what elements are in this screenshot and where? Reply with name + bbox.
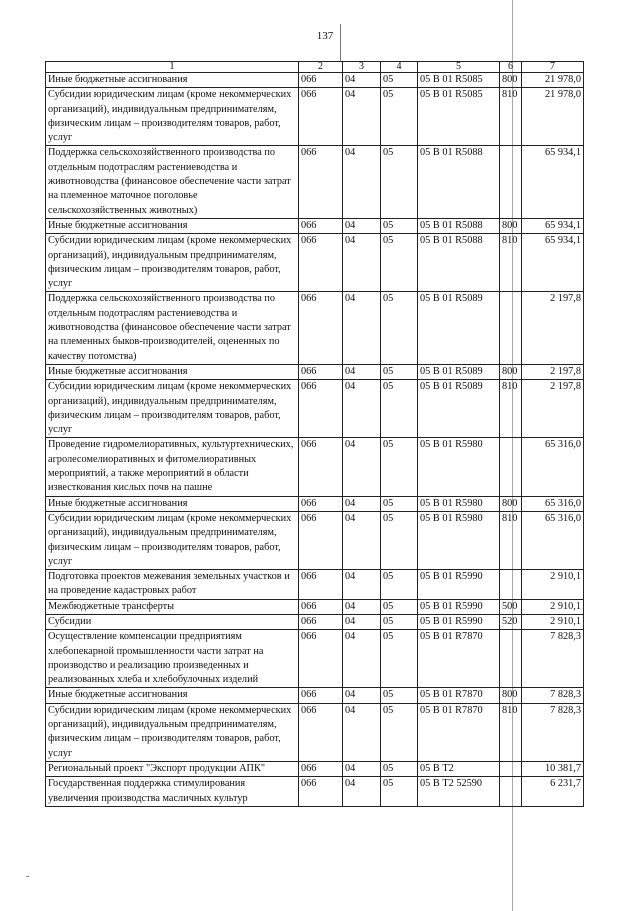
cell-subsection: 05 <box>381 761 418 776</box>
cell-admin-code: 066 <box>299 380 343 438</box>
cell-admin-code: 066 <box>299 688 343 703</box>
cell-section: 04 <box>343 614 381 629</box>
cell-name: Межбюджетные трансферты <box>46 599 299 614</box>
cell-section: 04 <box>343 630 381 688</box>
cell-target-article: 05 В 01 R5980 <box>418 511 500 569</box>
cell-subsection: 05 <box>381 146 418 218</box>
cell-admin-code: 066 <box>299 438 343 496</box>
cell-expense-type: 810 <box>500 703 522 761</box>
cell-subsection: 05 <box>381 599 418 614</box>
cell-target-article: 05 В 01 R5990 <box>418 599 500 614</box>
cell-amount: 2 197,8 <box>522 364 584 379</box>
cell-name: Государственная поддержка стимулирования увеличения производства масличных культур <box>46 777 299 807</box>
cell-expense-type: 800 <box>500 496 522 511</box>
table-row <box>46 761 584 776</box>
cell-target-article: 05 В 01 R5089 <box>418 292 500 364</box>
cell-admin-code: 066 <box>299 292 343 364</box>
cell-admin-code: 066 <box>299 761 343 776</box>
scan-binding-line <box>340 24 341 62</box>
table-row <box>46 364 584 379</box>
cell-name: Субсидии юридическим лицам (кроме некоммерческих организаций), индивидуальным предпринимателям, физическим лицам – производителям товаров, работ, услуг <box>46 511 299 569</box>
table-header <box>46 62 584 73</box>
cell-subsection: 05 <box>381 630 418 688</box>
cell-admin-code: 066 <box>299 73 343 88</box>
cell-section: 04 <box>343 218 381 233</box>
cell-target-article: 05 В 01 R7870 <box>418 703 500 761</box>
cell-admin-code: 066 <box>299 511 343 569</box>
cell-subsection: 05 <box>381 73 418 88</box>
table-row <box>46 292 584 364</box>
cell-subsection: 05 <box>381 88 418 146</box>
cell-expense-type <box>500 438 522 496</box>
cell-name: Иные бюджетные ассигнования <box>46 496 299 511</box>
cell-name: Поддержка сельскохозяйственного производства по отдельным подотраслям растениеводства и животноводства (финансовое обеспечение части затрат на племенных быков-производителей, оцененных по качеству потомства) <box>46 292 299 364</box>
cell-section: 04 <box>343 438 381 496</box>
cell-name: Проведение гидромелиоративных, культуртехнических, агролесомелиоративных и фитомелиоративных мероприятий, а также мероприятий в области известкования кислых почв на пашне <box>46 438 299 496</box>
cell-name: Иные бюджетные ассигнования <box>46 73 299 88</box>
cell-target-article: 05 В 01 R5990 <box>418 570 500 600</box>
cell-expense-type <box>500 570 522 600</box>
cell-target-article: 05 В 01 R7870 <box>418 688 500 703</box>
cell-expense-type: 800 <box>500 218 522 233</box>
cell-expense-type <box>500 146 522 218</box>
table-row <box>46 777 584 807</box>
cell-expense-type <box>500 777 522 807</box>
cell-name: Субсидии юридическим лицам (кроме некоммерческих организаций), индивидуальным предпринимателям, физическим лицам – производителям товаров, работ, услуг <box>46 380 299 438</box>
cell-target-article: 05 В 01 R5980 <box>418 496 500 511</box>
cell-subsection: 05 <box>381 703 418 761</box>
cell-name: Осуществление компенсации предприятиям хлебопекарной промышленности части затрат на производство и реализацию произведенных и реализованных хлеба и хлебобулочных изделий <box>46 630 299 688</box>
cell-amount: 65 316,0 <box>522 511 584 569</box>
header-col-2: 2 <box>299 62 343 73</box>
cell-target-article: 05 В 01 R5088 <box>418 234 500 292</box>
cell-expense-type: 810 <box>500 511 522 569</box>
header-col-3: 3 <box>343 62 381 73</box>
cell-section: 04 <box>343 496 381 511</box>
cell-name: Субсидии <box>46 614 299 629</box>
cell-amount: 2 910,1 <box>522 614 584 629</box>
table-row <box>46 146 584 218</box>
cell-target-article: 05 В 01 R5089 <box>418 380 500 438</box>
cell-target-article: 05 В Т2 <box>418 761 500 776</box>
cell-target-article: 05 В Т2 52590 <box>418 777 500 807</box>
cell-admin-code: 066 <box>299 599 343 614</box>
header-col-7: 7 <box>522 62 584 73</box>
cell-amount: 65 934,1 <box>522 218 584 233</box>
header-col-5: 5 <box>418 62 500 73</box>
cell-subsection: 05 <box>381 496 418 511</box>
cell-subsection: 05 <box>381 292 418 364</box>
table-row <box>46 88 584 146</box>
cell-expense-type <box>500 630 522 688</box>
cell-expense-type: 810 <box>500 380 522 438</box>
cell-amount: 2 197,8 <box>522 380 584 438</box>
table-row <box>46 73 584 88</box>
cell-name: Субсидии юридическим лицам (кроме некоммерческих организаций), индивидуальным предпринимателям, физическим лицам – производителям товаров, работ, услуг <box>46 88 299 146</box>
cell-amount: 10 381,7 <box>522 761 584 776</box>
scan-dot <box>26 876 29 877</box>
cell-section: 04 <box>343 380 381 438</box>
cell-amount: 2 197,8 <box>522 292 584 364</box>
budget-table <box>45 61 584 807</box>
cell-amount: 2 910,1 <box>522 599 584 614</box>
cell-amount: 7 828,3 <box>522 688 584 703</box>
cell-expense-type: 520 <box>500 614 522 629</box>
cell-admin-code: 066 <box>299 364 343 379</box>
cell-section: 04 <box>343 570 381 600</box>
cell-subsection: 05 <box>381 234 418 292</box>
cell-admin-code: 066 <box>299 630 343 688</box>
cell-section: 04 <box>343 146 381 218</box>
cell-section: 04 <box>343 688 381 703</box>
header-col-1: 1 <box>46 62 299 73</box>
cell-admin-code: 066 <box>299 234 343 292</box>
cell-target-article: 05 В 01 R5089 <box>418 364 500 379</box>
table-body <box>46 73 584 807</box>
cell-expense-type: 810 <box>500 88 522 146</box>
cell-section: 04 <box>343 511 381 569</box>
table-row <box>46 599 584 614</box>
cell-subsection: 05 <box>381 688 418 703</box>
cell-amount: 7 828,3 <box>522 703 584 761</box>
page-number: 137 <box>316 30 334 42</box>
cell-admin-code: 066 <box>299 146 343 218</box>
cell-section: 04 <box>343 292 381 364</box>
cell-expense-type: 800 <box>500 73 522 88</box>
cell-target-article: 05 В 01 R7870 <box>418 630 500 688</box>
cell-target-article: 05 В 01 R5980 <box>418 438 500 496</box>
cell-amount: 7 828,3 <box>522 630 584 688</box>
cell-amount: 21 978,0 <box>522 73 584 88</box>
table-row <box>46 438 584 496</box>
cell-section: 04 <box>343 777 381 807</box>
cell-subsection: 05 <box>381 777 418 807</box>
header-col-6: 6 <box>500 62 522 73</box>
cell-subsection: 05 <box>381 438 418 496</box>
cell-name: Иные бюджетные ассигнования <box>46 364 299 379</box>
cell-amount: 21 978,0 <box>522 88 584 146</box>
table-row <box>46 218 584 233</box>
cell-name: Иные бюджетные ассигнования <box>46 218 299 233</box>
cell-admin-code: 066 <box>299 777 343 807</box>
table-row <box>46 703 584 761</box>
cell-target-article: 05 В 01 R5085 <box>418 73 500 88</box>
cell-admin-code: 066 <box>299 703 343 761</box>
cell-expense-type: 800 <box>500 688 522 703</box>
cell-subsection: 05 <box>381 570 418 600</box>
cell-subsection: 05 <box>381 218 418 233</box>
cell-subsection: 05 <box>381 614 418 629</box>
cell-target-article: 05 В 01 R5085 <box>418 88 500 146</box>
cell-expense-type: 810 <box>500 234 522 292</box>
cell-section: 04 <box>343 703 381 761</box>
table-row <box>46 234 584 292</box>
cell-name: Субсидии юридическим лицам (кроме некоммерческих организаций), индивидуальным предпринимателям, физическим лицам – производителям товаров, работ, услуг <box>46 234 299 292</box>
cell-expense-type: 800 <box>500 364 522 379</box>
cell-name: Субсидии юридическим лицам (кроме некоммерческих организаций), индивидуальным предпринимателям, физическим лицам – производителям товаров, работ, услуг <box>46 703 299 761</box>
cell-name: Подготовка проектов межевания земельных участков и на проведение кадастровых работ <box>46 570 299 600</box>
cell-amount: 65 934,1 <box>522 234 584 292</box>
cell-amount: 6 231,7 <box>522 777 584 807</box>
cell-section: 04 <box>343 761 381 776</box>
cell-name: Иные бюджетные ассигнования <box>46 688 299 703</box>
cell-amount: 65 934,1 <box>522 146 584 218</box>
cell-section: 04 <box>343 364 381 379</box>
cell-admin-code: 066 <box>299 570 343 600</box>
cell-admin-code: 066 <box>299 614 343 629</box>
cell-subsection: 05 <box>381 364 418 379</box>
table-row <box>46 496 584 511</box>
header-col-4: 4 <box>381 62 418 73</box>
table-row <box>46 570 584 600</box>
cell-target-article: 05 В 01 R5088 <box>418 146 500 218</box>
cell-admin-code: 066 <box>299 88 343 146</box>
table-row <box>46 688 584 703</box>
table-row <box>46 380 584 438</box>
cell-section: 04 <box>343 88 381 146</box>
cell-subsection: 05 <box>381 380 418 438</box>
cell-name: Поддержка сельскохозяйственного производства по отдельным подотраслям растениеводства и животноводства (финансовое обеспечение части затрат на племенное маточное поголовье сельскохозяйственных животных) <box>46 146 299 218</box>
cell-target-article: 05 В 01 R5088 <box>418 218 500 233</box>
cell-subsection: 05 <box>381 511 418 569</box>
cell-section: 04 <box>343 599 381 614</box>
cell-expense-type <box>500 292 522 364</box>
cell-section: 04 <box>343 234 381 292</box>
cell-target-article: 05 В 01 R5990 <box>418 614 500 629</box>
table-row <box>46 630 584 688</box>
cell-expense-type: 500 <box>500 599 522 614</box>
cell-amount: 65 316,0 <box>522 438 584 496</box>
cell-amount: 2 910,1 <box>522 570 584 600</box>
cell-admin-code: 066 <box>299 496 343 511</box>
cell-admin-code: 066 <box>299 218 343 233</box>
cell-section: 04 <box>343 73 381 88</box>
cell-expense-type <box>500 761 522 776</box>
table-row <box>46 511 584 569</box>
cell-amount: 65 316,0 <box>522 496 584 511</box>
table-row <box>46 614 584 629</box>
cell-name: Региональный проект "Экспорт продукции АПК" <box>46 761 299 776</box>
header-row <box>46 62 584 73</box>
